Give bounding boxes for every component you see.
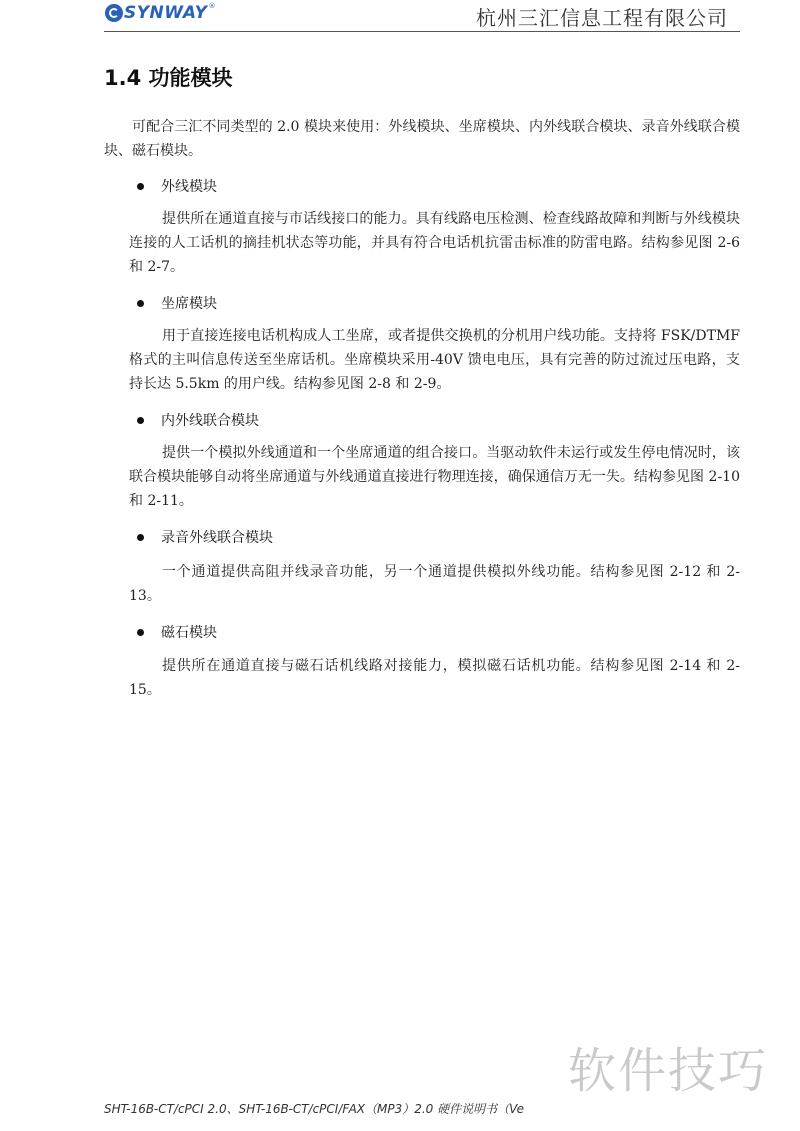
bullet-icon <box>137 300 144 307</box>
module-heading-combo <box>137 410 259 430</box>
module-description-magneto: 提供所在通道直接与磁石话机线路对接能力，模拟磁石话机功能。结构参见图 2-14 和 2-15。 <box>129 658 740 698</box>
module-description-outer-line: 提供所在通道直接与市话线接口的能力。具有线路电压检测、检查线路故障和判断与外线模块连接的人工话机的摘挂机状态等功能，并具有符合电话机抗雷击标准的防雷电路。结构参见图 2-6 和 2-7。 <box>129 211 740 275</box>
module-description-recording: 一个通道提供高阻并线录音功能，另一个通道提供模拟外线功能。结构参见图 2-12 和 2-13。 <box>129 564 740 604</box>
module-heading-recording <box>137 527 273 547</box>
bullet-icon <box>137 183 144 190</box>
logo-s-icon <box>105 4 123 22</box>
page-header <box>0 0 800 36</box>
section-title: 1.4 功能模块 <box>104 66 233 90</box>
watermark: 软件技巧 <box>568 1043 769 1099</box>
module-description-combo: 提供一个模拟外线通道和一个坐席通道的组合接口。当驱动软件未运行或发生停电情况时，该联合模块能够自动将坐席通道与外线通道直接进行物理连接，确保通信万无一失。结构参见图 2-10 和 2-11。 <box>129 445 740 509</box>
bullet-icon <box>137 629 144 636</box>
registered-mark: ® <box>208 2 216 10</box>
bullet-icon <box>137 417 144 424</box>
page-footer: SHT-16B-CT/cPCI 2.0、SHT-16B-CT/cPCI/FAX（MP3）2.0 硬件说明书（Ve <box>104 1102 525 1116</box>
logo-text: SYNWAY <box>124 3 208 23</box>
bullet-icon <box>137 534 144 541</box>
synway-logo <box>105 2 215 24</box>
module-name: 录音外线联合模块 <box>161 530 273 546</box>
intro-paragraph: 可配合三汇不同类型的 2.0 模块来使用：外线模块、坐席模块、内外线联合模块、录音外线联合模块、磁石模块。 <box>104 119 740 159</box>
module-description-seat: 用于直接连接电话机构成人工坐席，或者提供交换机的分机用户线功能。支持将 FSK/DTMF 格式的主叫信息传送至坐席话机。坐席模块采用-40V 馈电电压，具有完善的防过流过压电路，支持长达 5.5km 的用户线。结构参见图 2-8 和 2-9。 <box>129 328 740 392</box>
module-name: 坐席模块 <box>161 296 217 312</box>
header-divider <box>104 31 740 32</box>
module-name: 内外线联合模块 <box>161 413 259 429</box>
module-name: 外线模块 <box>161 179 217 195</box>
module-heading-outer-line <box>137 176 217 196</box>
company-name: 杭州三汇信息工程有限公司 <box>476 6 728 30</box>
module-heading-magneto <box>137 622 217 642</box>
module-heading-seat <box>137 293 217 313</box>
module-name: 磁石模块 <box>161 625 217 641</box>
